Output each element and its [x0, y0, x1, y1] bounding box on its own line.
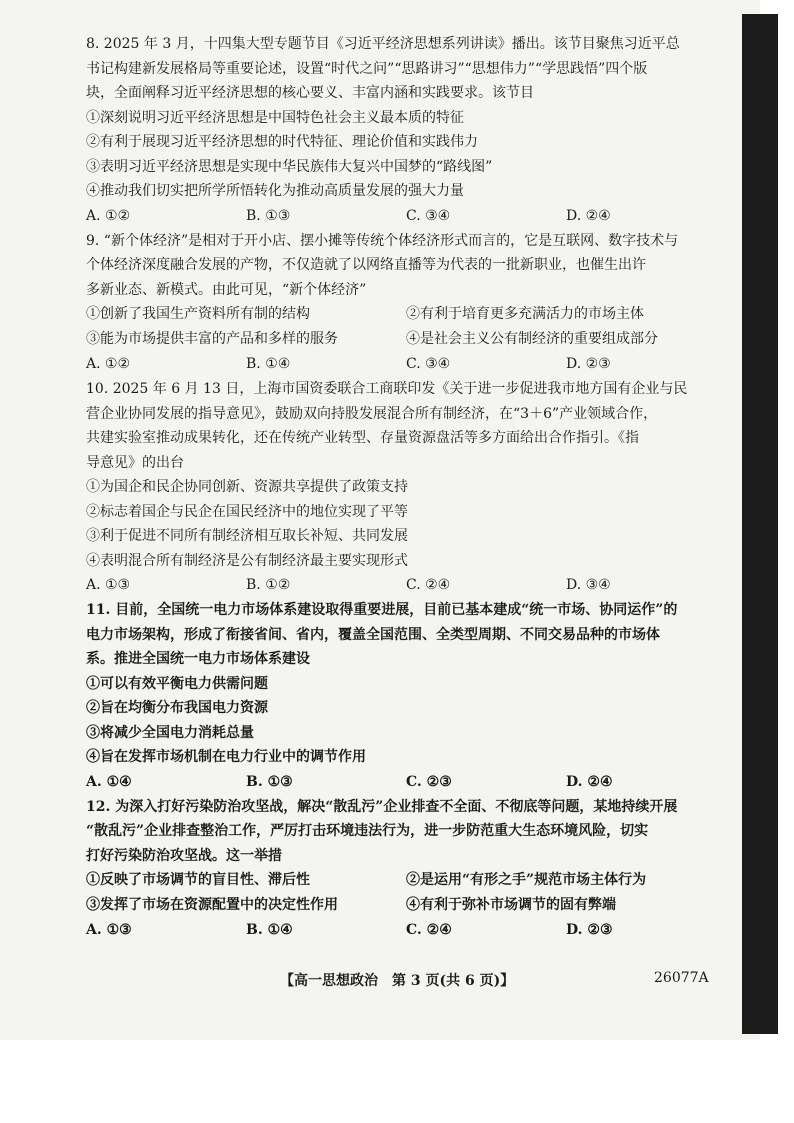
option-1: ①为国企和民企协同创新、资源共享提供了政策支持 [86, 479, 408, 495]
question-stem-line: 12. 为深入打好污染防治攻坚战，解决“散乱污”企业排查不全面、不彻底等问题，某地持续开展 [86, 798, 678, 815]
option-2: ②旨在均衡分布我国电力资源 [86, 700, 268, 716]
choice-d: D. ②④ [566, 773, 613, 790]
option-1: ①创新了我国生产资料所有制的结构 [86, 306, 310, 322]
answer-choices [86, 918, 726, 943]
choice-c: C. ③④ [406, 207, 451, 224]
option-row [86, 327, 726, 352]
paper-code: 26077A [654, 970, 709, 986]
question-12 [86, 795, 726, 944]
question-stem-line: 导意见》的出台 [86, 454, 184, 471]
option-row [86, 868, 726, 893]
option-row [86, 893, 726, 918]
question-9 [86, 229, 726, 378]
question-10 [86, 377, 726, 598]
choice-b: B. ①④ [246, 356, 291, 372]
choice-c: C. ②③ [406, 773, 452, 790]
choice-b: B. ①③ [246, 207, 291, 224]
option-1: ①深刻说明习近平经济思想是中国特色社会主义最本质的特征 [86, 109, 464, 126]
question-list [86, 32, 726, 943]
option-1: ①可以有效平衡电力供需问题 [86, 675, 268, 692]
option-3: ③发挥了市场在资源配置中的决定性作用 [86, 897, 338, 913]
question-stem-line: 10. 2025 年 6 月 13 日，上海市国资委联合工商联印发《关于进一步促进我市地方国有企业与民 [86, 381, 688, 397]
answer-choices [86, 204, 726, 229]
option-4: ④有利于弥补市场调节的固有弊端 [406, 897, 616, 913]
option-4: ④推动我们切实把所学所悟转化为推动高质量发展的强大力量 [86, 183, 464, 199]
question-11 [86, 598, 726, 795]
answer-choices [86, 352, 726, 377]
question-stem-line: 书记构建新发展格局等重要论述，设置“时代之问”“思路讲习”“思想伟力”“学思践悟”四个版 [86, 60, 648, 77]
option-3: ③表明习近平经济思想是实现中华民族伟大复兴中国梦的“路线图” [86, 158, 493, 175]
option-3: ③将减少全国电力消耗总量 [86, 724, 254, 741]
question-8 [86, 32, 726, 229]
question-stem-line: 多新业态、新模式。由此可见，“新个体经济” [86, 281, 367, 298]
option-3: ③利于促进不同所有制经济相互取长补短、共同发展 [86, 528, 408, 544]
option-2: ②有利于培育更多充满活力的市场主体 [406, 306, 644, 322]
question-stem-line: 打好污染防治攻坚战。这一举措 [86, 847, 282, 864]
choice-a: A. ①③ [86, 577, 131, 593]
option-1: ①反映了市场调节的盲目性、滞后性 [86, 872, 310, 888]
choice-a: A. ①② [86, 207, 131, 224]
choice-d: D. ③④ [566, 577, 611, 593]
question-stem-line: 9. “新个体经济”是相对于开小店、摆小摊等传统个体经济形式而言的，它是互联网、数字技术与 [86, 232, 679, 249]
choice-b: B. ①④ [246, 922, 293, 938]
option-4: ④旨在发挥市场机制在电力行业中的调节作用 [86, 749, 366, 765]
choice-d: D. ②③ [566, 356, 611, 372]
choice-d: D. ②④ [566, 207, 611, 224]
question-stem-line: “散乱污”企业排查整治工作，严厉打击环境违法行为，进一步防范重大生态环境风险，切实 [86, 823, 649, 839]
choice-a: A. ①③ [86, 922, 132, 938]
choice-c: C. ②④ [406, 922, 452, 938]
choice-a: A. ①② [86, 356, 131, 372]
option-4: ④表明混合所有制经济是公有制经济最主要实现形式 [86, 552, 408, 569]
choice-b: B. ①② [246, 577, 291, 593]
footer-title: 【高一思想政治 第 3 页(共 6 页)】 [280, 973, 515, 989]
question-stem-line: 营企业协同发展的指导意见》，鼓励双向持股发展混合所有制经济，在“3＋6”产业领域合作， [86, 405, 658, 422]
question-stem-line: 个体经济深度融合发展的产物，不仅造就了以网络直播等为代表的一批新职业，也催生出许 [86, 257, 646, 273]
option-3: ③能为市场提供丰富的产品和多样的服务 [86, 331, 338, 347]
question-stem-line: 块，全面阐释习近平经济思想的核心要义、丰富内涵和实践要求。该节目 [86, 85, 534, 101]
choice-a: A. ①④ [86, 773, 132, 790]
option-row [86, 302, 726, 327]
question-stem-line: 共建实验室推动成果转化，还在传统产业转型、存量资源盘活等多方面给出合作指引。《指 [86, 430, 639, 446]
question-stem-line: 8. 2025 年 3 月，十四集大型专题节目《习近平经济思想系列讲读》播出。该节目聚焦习近平总 [86, 36, 680, 52]
option-2: ②是运用“有形之手”规范市场主体行为 [406, 872, 647, 888]
answer-choices [86, 573, 726, 598]
option-2: ②标志着国企与民企在国民经济中的地位实现了平等 [86, 503, 408, 520]
scan-dark-edge [742, 14, 778, 1034]
choice-c: C. ③④ [406, 356, 451, 372]
option-4: ④是社会主义公有制经济的重要组成部分 [406, 331, 658, 347]
choice-b: B. ①③ [246, 773, 293, 790]
option-2: ②有利于展现习近平经济思想的时代特征、理论价值和实践伟力 [86, 134, 478, 150]
answer-choices [86, 770, 726, 795]
question-stem-line: 系。推进全国统一电力市场体系建设 [86, 651, 310, 667]
choice-d: D. ②③ [566, 922, 613, 938]
choice-c: C. ②④ [406, 577, 451, 593]
question-stem-line: 11. 目前，全国统一电力市场体系建设取得重要进展，目前已基本建成“统一市场、协同运作”的 [86, 602, 678, 618]
question-stem-line: 电力市场架构，形成了衔接省间、省内，覆盖全国范围、全类型周期、不同交易品种的市场体 [86, 626, 660, 643]
